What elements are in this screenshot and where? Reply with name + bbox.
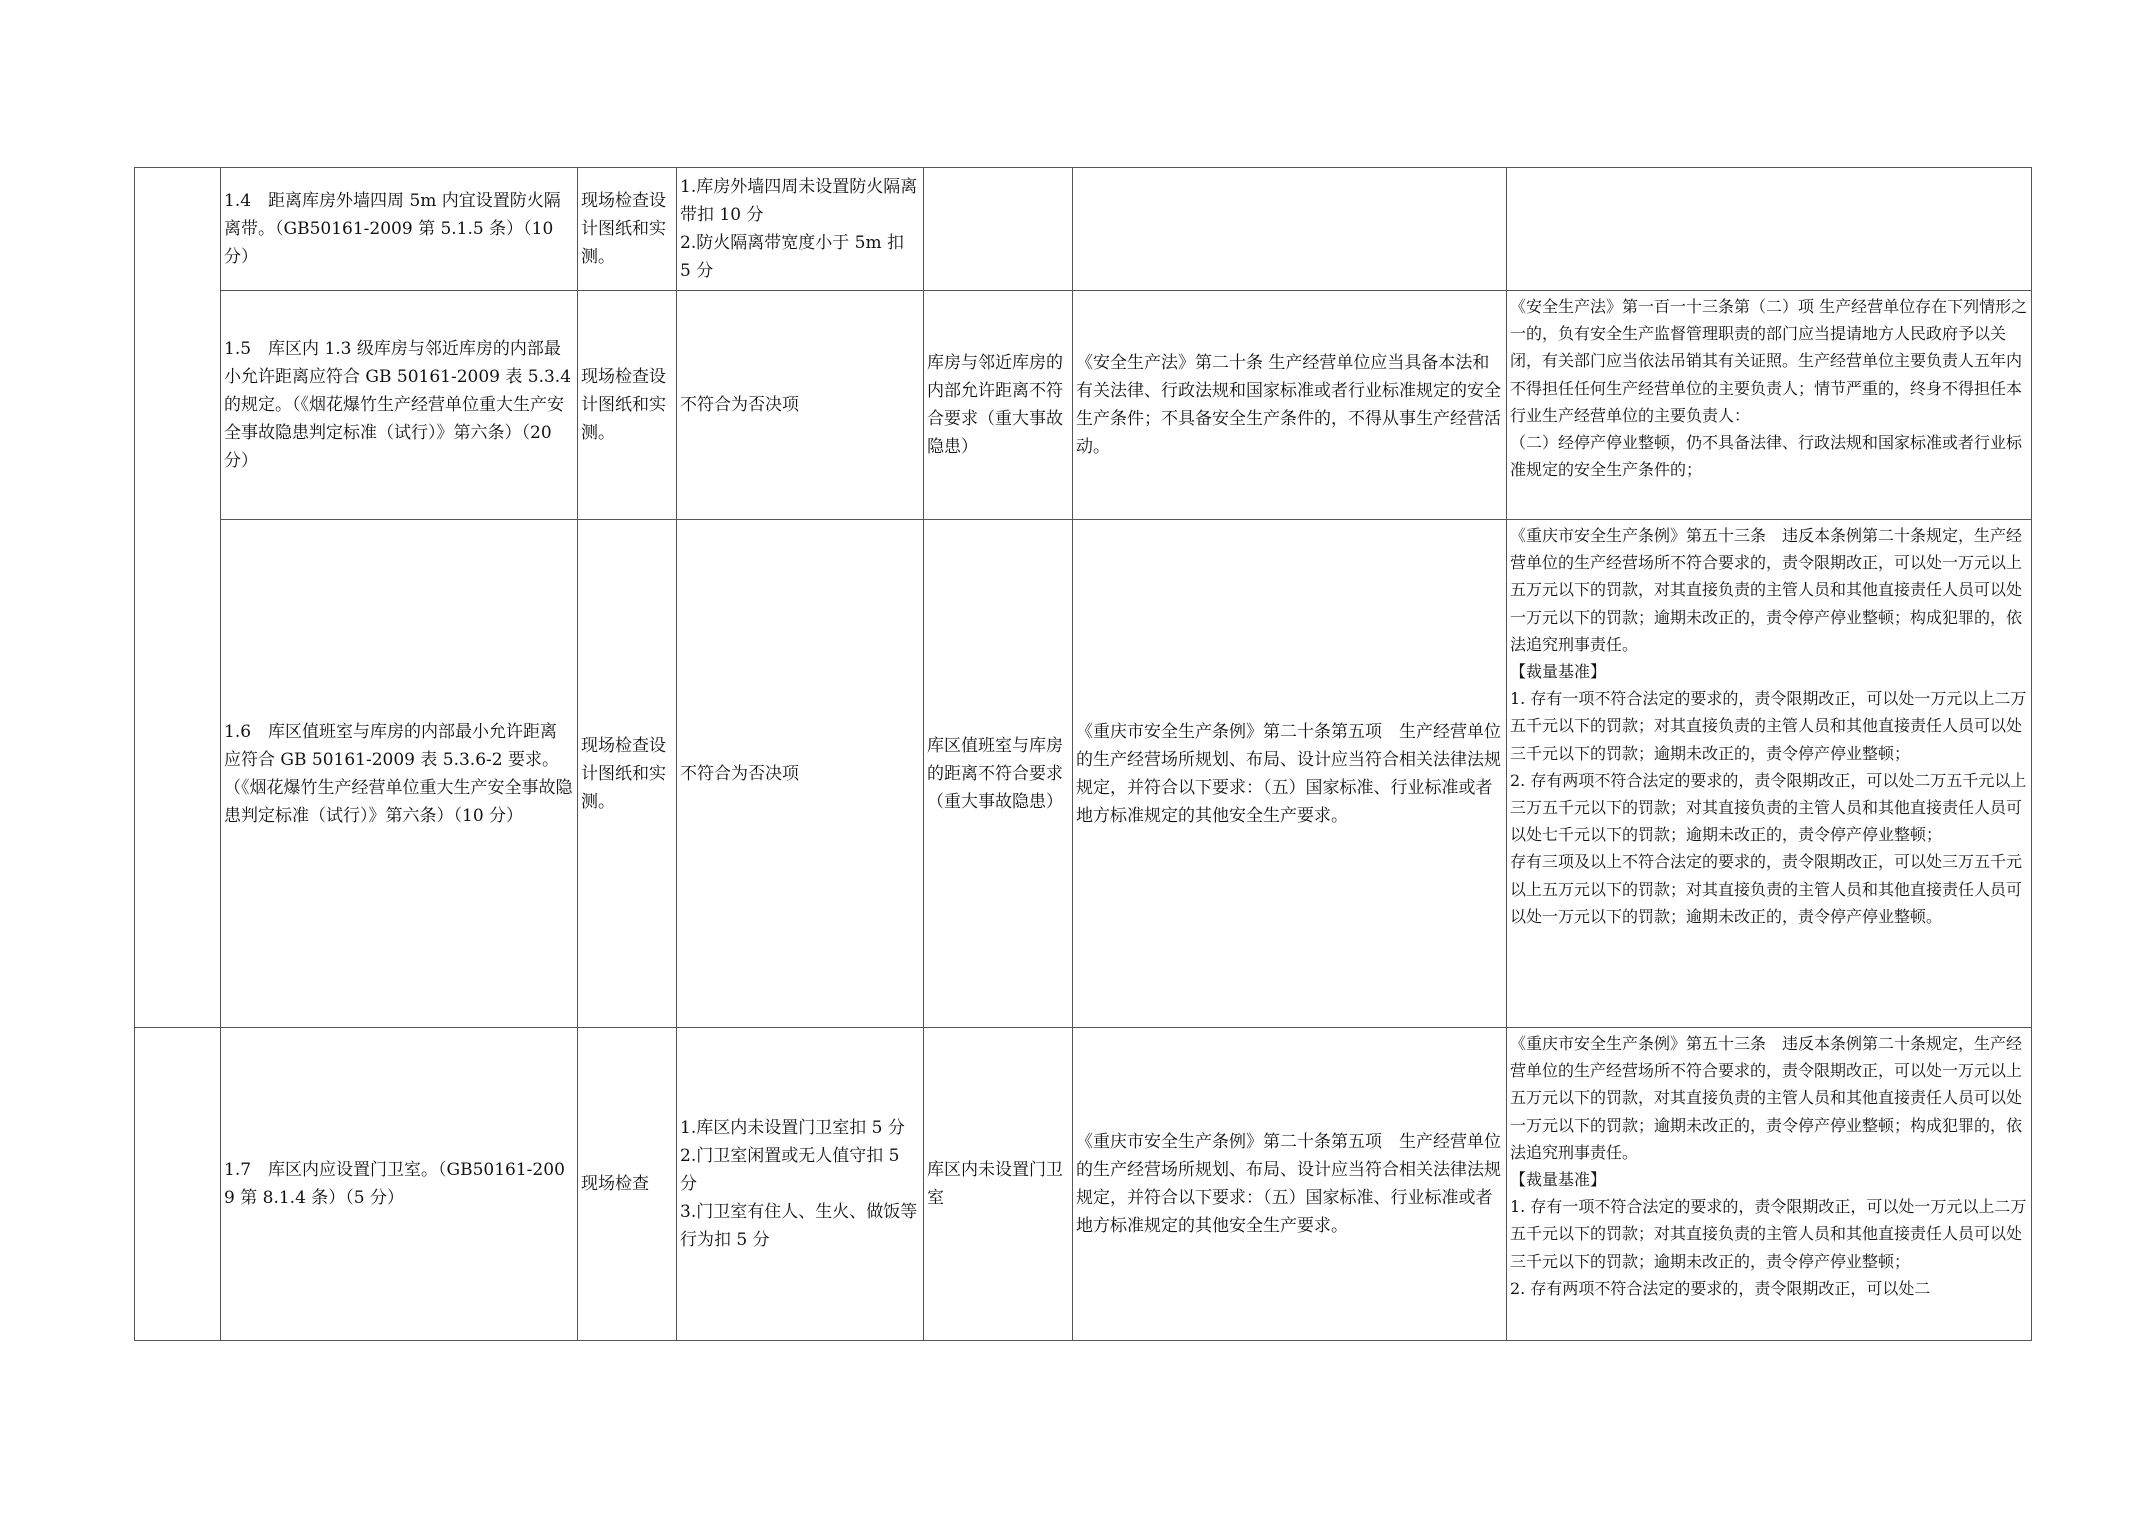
legal-basis-cell: [1073, 168, 1507, 291]
table-row: [135, 168, 2032, 291]
check-item-cell: 1.6 库区值班室与库房的内部最小允许距离应符合 GB 50161-2009 表 5.3.6-2 要求。（《烟花爆竹生产经营单位重大生产安全事故隐患判定标准（试行）》第六条）（10 分）: [221, 520, 578, 1028]
penalty-cell: [1507, 168, 2032, 291]
check-method-cell: 现场检查设计图纸和实测。: [578, 520, 677, 1028]
standards-table: [134, 167, 2032, 1341]
table-row: [135, 1028, 2032, 1341]
scoring-cell: 不符合为否决项: [677, 291, 924, 520]
scoring-cell: 不符合为否决项: [677, 520, 924, 1028]
penalty-cell: 《安全生产法》第一百一十三条第（二）项 生产经营单位存在下列情形之一的，负有安全生产监督管理职责的部门应当提请地方人民政府予以关闭，有关部门应当依法吊销其有关证照。生产经营单位主要负责人五年内不得担任任何生产经营单位的主要负责人；情节严重的，终身不得担任本行业生产经营单位的主要负责人： （二）经停产停业整顿，仍不具备法律、行政法规和国家标准或者行业标准规定的安全生产条件的；: [1507, 291, 2032, 520]
check-item-cell: 1.4 距离库房外墙四周 5m 内宜设置防火隔离带。（GB50161-2009 第 5.1.5 条）（10 分）: [221, 168, 578, 291]
check-item-cell: 1.7 库区内应设置门卫室。（GB50161-2009 第 8.1.4 条）（5 分）: [221, 1028, 578, 1341]
hazard-cell: 库房与邻近库房的内部允许距离不符合要求（重大事故隐患）: [924, 291, 1073, 520]
table-row: [135, 291, 2032, 520]
category-cell: [135, 168, 221, 1028]
hazard-cell: 库区值班室与库房的距离不符合要求（重大事故隐患）: [924, 520, 1073, 1028]
check-method-cell: 现场检查: [578, 1028, 677, 1341]
legal-basis-cell: 《重庆市安全生产条例》第二十条第五项 生产经营单位的生产经营场所规划、布局、设计应当符合相关法律法规规定，并符合以下要求：（五）国家标准、行业标准或者地方标准规定的其他安全生产要求。: [1073, 1028, 1507, 1341]
category-cell: [135, 1028, 221, 1341]
check-item-cell: 1.5 库区内 1.3 级库房与邻近库房的内部最小允许距离应符合 GB 50161-2009 表 5.3.4 的规定。（《烟花爆竹生产经营单位重大生产安全事故隐患判定标准（试行）》第六条）（20 分）: [221, 291, 578, 520]
penalty-cell: 《重庆市安全生产条例》第五十三条 违反本条例第二十条规定，生产经营单位的生产经营场所不符合要求的，责令限期改正，可以处一万元以上五万元以下的罚款，对其直接负责的主管人员和其他直接责任人员可以处一万元以下的罚款；逾期未改正的，责令停产停业整顿；构成犯罪的，依法追究刑事责任。 【裁量基准】 1. 存有一项不符合法定的要求的，责令限期改正，可以处一万元以上二万五千元以下的罚款；对其直接负责的主管人员和其他直接责任人员可以处三千元以下的罚款；逾期未改正的，责令停产停业整顿； 2. 存有两项不符合法定的要求的，责令限期改正，可以处二万五千元以上三万五千元以下的罚款；对其直接负责的主管人员和其他直接责任人员可以处七千元以下的罚款；逾期未改正的，责令停产停业整顿； 存有三项及以上不符合法定的要求的，责令限期改正，可以处三万五千元以上五万元以下的罚款；对其直接负责的主管人员和其他直接责任人员可以处一万元以下的罚款；逾期未改正的，责令停产停业整顿。: [1507, 520, 2032, 1028]
scoring-cell: 1.库区内未设置门卫室扣 5 分 2.门卫室闲置或无人值守扣 5 分 3.门卫室有住人、生火、做饭等行为扣 5 分: [677, 1028, 924, 1341]
table-row: [135, 520, 2032, 1028]
hazard-cell: 库区内未设置门卫室: [924, 1028, 1073, 1341]
scoring-cell: 1.库房外墙四周未设置防火隔离带扣 10 分 2.防火隔离带宽度小于 5m 扣 5 分: [677, 168, 924, 291]
hazard-cell: [924, 168, 1073, 291]
check-method-cell: 现场检查设计图纸和实测。: [578, 168, 677, 291]
legal-basis-cell: 《安全生产法》第二十条 生产经营单位应当具备本法和有关法律、行政法规和国家标准或者行业标准规定的安全生产条件；不具备安全生产条件的，不得从事生产经营活动。: [1073, 291, 1507, 520]
penalty-cell: 《重庆市安全生产条例》第五十三条 违反本条例第二十条规定，生产经营单位的生产经营场所不符合要求的，责令限期改正，可以处一万元以上五万元以下的罚款，对其直接负责的主管人员和其他直接责任人员可以处一万元以下的罚款；逾期未改正的，责令停产停业整顿；构成犯罪的，依法追究刑事责任。 【裁量基准】 1. 存有一项不符合法定的要求的，责令限期改正，可以处一万元以上二万五千元以下的罚款；对其直接负责的主管人员和其他直接责任人员可以处三千元以下的罚款；逾期未改正的，责令停产停业整顿； 2. 存有两项不符合法定的要求的，责令限期改正，可以处二: [1507, 1028, 2032, 1341]
check-method-cell: 现场检查设计图纸和实测。: [578, 291, 677, 520]
legal-basis-cell: 《重庆市安全生产条例》第二十条第五项 生产经营单位的生产经营场所规划、布局、设计应当符合相关法律法规规定，并符合以下要求：（五）国家标准、行业标准或者地方标准规定的其他安全生产要求。: [1073, 520, 1507, 1028]
